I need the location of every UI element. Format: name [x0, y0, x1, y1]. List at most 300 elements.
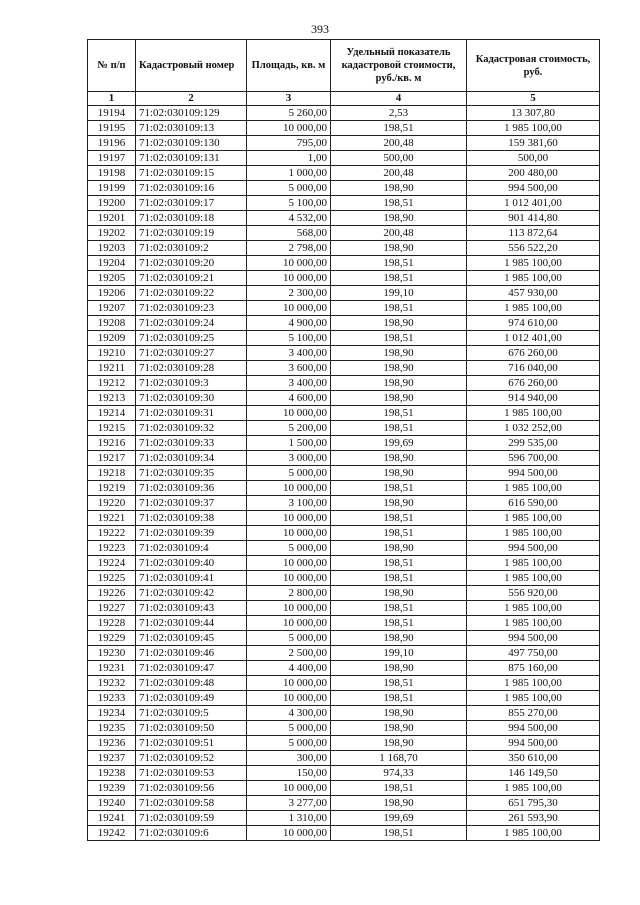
- cell-cadastral-cost: 1 032 252,00: [467, 421, 600, 436]
- table-row: [88, 616, 600, 631]
- cell-unit-cost: 198,90: [331, 736, 467, 751]
- cell-cadastral-cost: 500,00: [467, 151, 600, 166]
- cell-area: 2 798,00: [247, 241, 331, 256]
- cell-row-number: 19236: [88, 736, 136, 751]
- cell-unit-cost: 198,90: [331, 316, 467, 331]
- cell-row-number: 19231: [88, 661, 136, 676]
- cell-cadastral-cost: 994 500,00: [467, 736, 600, 751]
- cell-cadastral-cost: 457 930,00: [467, 286, 600, 301]
- cell-unit-cost: 198,51: [331, 601, 467, 616]
- table-row: [88, 781, 600, 796]
- cell-area: 5 100,00: [247, 196, 331, 211]
- cell-unit-cost: 198,51: [331, 616, 467, 631]
- cell-cadastral-number: 71:02:030109:16: [136, 181, 247, 196]
- cell-unit-cost: 198,51: [331, 526, 467, 541]
- cell-unit-cost: 198,90: [331, 241, 467, 256]
- column-number: 3: [247, 92, 331, 106]
- cell-area: 150,00: [247, 766, 331, 781]
- table-row: [88, 346, 600, 361]
- cell-cadastral-number: 71:02:030109:17: [136, 196, 247, 211]
- table-row: [88, 241, 600, 256]
- cell-cadastral-cost: 651 795,30: [467, 796, 600, 811]
- cell-area: 5 260,00: [247, 106, 331, 121]
- table-row: [88, 526, 600, 541]
- cell-row-number: 19242: [88, 826, 136, 841]
- cell-cadastral-number: 71:02:030109:43: [136, 601, 247, 616]
- table-row: [88, 106, 600, 121]
- column-number: 2: [136, 92, 247, 106]
- table-row: [88, 586, 600, 601]
- cell-cadastral-number: 71:02:030109:30: [136, 391, 247, 406]
- cell-row-number: 19210: [88, 346, 136, 361]
- cell-cadastral-cost: 1 985 100,00: [467, 406, 600, 421]
- cell-cadastral-cost: 556 920,00: [467, 586, 600, 601]
- cell-unit-cost: 2,53: [331, 106, 467, 121]
- cell-unit-cost: 198,51: [331, 826, 467, 841]
- cell-cadastral-cost: 1 985 100,00: [467, 481, 600, 496]
- cell-area: 10 000,00: [247, 526, 331, 541]
- table-row: [88, 451, 600, 466]
- cell-cadastral-cost: 1 985 100,00: [467, 616, 600, 631]
- table-row: [88, 316, 600, 331]
- cell-row-number: 19212: [88, 376, 136, 391]
- cell-unit-cost: 198,51: [331, 301, 467, 316]
- cell-area: 10 000,00: [247, 676, 331, 691]
- cell-cadastral-number: 71:02:030109:58: [136, 796, 247, 811]
- cell-area: 10 000,00: [247, 271, 331, 286]
- cell-cadastral-cost: 1 012 401,00: [467, 331, 600, 346]
- cell-area: 10 000,00: [247, 616, 331, 631]
- cell-row-number: 19198: [88, 166, 136, 181]
- cell-cadastral-number: 71:02:030109:3: [136, 376, 247, 391]
- cell-cadastral-number: 71:02:030109:39: [136, 526, 247, 541]
- cell-unit-cost: 974,33: [331, 766, 467, 781]
- cell-cadastral-number: 71:02:030109:5: [136, 706, 247, 721]
- table-row: [88, 706, 600, 721]
- cell-unit-cost: 198,90: [331, 796, 467, 811]
- cell-cadastral-cost: 556 522,20: [467, 241, 600, 256]
- cell-unit-cost: 198,51: [331, 691, 467, 706]
- cell-cadastral-number: 71:02:030109:34: [136, 451, 247, 466]
- cell-cadastral-cost: 914 940,00: [467, 391, 600, 406]
- table-row: [88, 181, 600, 196]
- table-row: [88, 196, 600, 211]
- cell-unit-cost: 198,90: [331, 721, 467, 736]
- cell-cadastral-number: 71:02:030109:32: [136, 421, 247, 436]
- table-row: [88, 631, 600, 646]
- cell-cadastral-cost: 994 500,00: [467, 466, 600, 481]
- cell-unit-cost: 198,51: [331, 406, 467, 421]
- cell-cadastral-cost: 1 985 100,00: [467, 571, 600, 586]
- table-row: [88, 361, 600, 376]
- cell-unit-cost: 198,51: [331, 121, 467, 136]
- cell-area: 2 800,00: [247, 586, 331, 601]
- cell-area: 10 000,00: [247, 826, 331, 841]
- cell-area: 4 300,00: [247, 706, 331, 721]
- cell-area: 10 000,00: [247, 781, 331, 796]
- cell-cadastral-cost: 616 590,00: [467, 496, 600, 511]
- table-row: [88, 166, 600, 181]
- cell-row-number: 19197: [88, 151, 136, 166]
- cell-row-number: 19216: [88, 436, 136, 451]
- cell-area: 1 000,00: [247, 166, 331, 181]
- cell-cadastral-number: 71:02:030109:59: [136, 811, 247, 826]
- table-row: [88, 331, 600, 346]
- cell-row-number: 19213: [88, 391, 136, 406]
- cell-row-number: 19196: [88, 136, 136, 151]
- cell-cadastral-number: 71:02:030109:42: [136, 586, 247, 601]
- cell-area: 3 400,00: [247, 346, 331, 361]
- cell-area: 1 310,00: [247, 811, 331, 826]
- cell-area: 5 000,00: [247, 181, 331, 196]
- table-row: [88, 376, 600, 391]
- table-row: [88, 736, 600, 751]
- cell-unit-cost: 198,51: [331, 781, 467, 796]
- cell-cadastral-number: 71:02:030109:2: [136, 241, 247, 256]
- table-row: [88, 391, 600, 406]
- cell-unit-cost: 198,90: [331, 631, 467, 646]
- cell-unit-cost: 198,90: [331, 586, 467, 601]
- cell-unit-cost: 200,48: [331, 166, 467, 181]
- cell-unit-cost: 199,69: [331, 436, 467, 451]
- cell-cadastral-cost: 1 985 100,00: [467, 121, 600, 136]
- cell-cadastral-number: 71:02:030109:21: [136, 271, 247, 286]
- cell-row-number: 19214: [88, 406, 136, 421]
- table-row: [88, 286, 600, 301]
- cell-cadastral-cost: 1 985 100,00: [467, 676, 600, 691]
- cell-cadastral-cost: 676 260,00: [467, 346, 600, 361]
- column-number: 4: [331, 92, 467, 106]
- cell-area: 5 000,00: [247, 721, 331, 736]
- cell-area: 3 600,00: [247, 361, 331, 376]
- cell-row-number: 19218: [88, 466, 136, 481]
- cell-cadastral-cost: 299 535,00: [467, 436, 600, 451]
- cell-cadastral-cost: 994 500,00: [467, 721, 600, 736]
- cell-area: 5 000,00: [247, 466, 331, 481]
- table-row: [88, 661, 600, 676]
- cell-area: 10 000,00: [247, 511, 331, 526]
- cell-area: 3 277,00: [247, 796, 331, 811]
- column-number: 1: [88, 92, 136, 106]
- cell-row-number: 19204: [88, 256, 136, 271]
- cell-row-number: 19235: [88, 721, 136, 736]
- table-row: [88, 481, 600, 496]
- table-row: [88, 301, 600, 316]
- cell-cadastral-cost: 676 260,00: [467, 376, 600, 391]
- cell-cadastral-number: 71:02:030109:41: [136, 571, 247, 586]
- table-row: [88, 466, 600, 481]
- cell-row-number: 19239: [88, 781, 136, 796]
- table-row: [88, 691, 600, 706]
- cell-cadastral-cost: 13 307,80: [467, 106, 600, 121]
- cell-area: 4 400,00: [247, 661, 331, 676]
- table-row: [88, 601, 600, 616]
- cell-unit-cost: 198,90: [331, 376, 467, 391]
- table-row: [88, 796, 600, 811]
- table-row: [88, 826, 600, 841]
- cell-area: 5 100,00: [247, 331, 331, 346]
- cell-unit-cost: 198,90: [331, 181, 467, 196]
- table-row: [88, 436, 600, 451]
- cell-cadastral-number: 71:02:030109:13: [136, 121, 247, 136]
- cell-row-number: 19207: [88, 301, 136, 316]
- cell-unit-cost: 199,10: [331, 646, 467, 661]
- cell-row-number: 19203: [88, 241, 136, 256]
- cell-cadastral-number: 71:02:030109:18: [136, 211, 247, 226]
- cell-area: 3 100,00: [247, 496, 331, 511]
- cell-cadastral-number: 71:02:030109:22: [136, 286, 247, 301]
- cell-cadastral-number: 71:02:030109:46: [136, 646, 247, 661]
- cell-cadastral-number: 71:02:030109:45: [136, 631, 247, 646]
- cell-unit-cost: 198,90: [331, 541, 467, 556]
- cell-cadastral-number: 71:02:030109:49: [136, 691, 247, 706]
- cell-cadastral-cost: 994 500,00: [467, 541, 600, 556]
- cell-area: 10 000,00: [247, 481, 331, 496]
- table-row: [88, 136, 600, 151]
- cell-unit-cost: 198,90: [331, 346, 467, 361]
- cell-cadastral-number: 71:02:030109:27: [136, 346, 247, 361]
- header-unit-cost: Удельный показатель кадастровой стоимости, руб./кв. м: [331, 40, 467, 92]
- cell-cadastral-cost: 1 985 100,00: [467, 826, 600, 841]
- table-row: [88, 676, 600, 691]
- cell-unit-cost: 198,51: [331, 271, 467, 286]
- cell-cadastral-cost: 1 985 100,00: [467, 271, 600, 286]
- cell-cadastral-number: 71:02:030109:56: [136, 781, 247, 796]
- table-row: [88, 541, 600, 556]
- cell-cadastral-cost: 1 985 100,00: [467, 781, 600, 796]
- cell-row-number: 19241: [88, 811, 136, 826]
- cell-area: 5 200,00: [247, 421, 331, 436]
- cell-cadastral-cost: 855 270,00: [467, 706, 600, 721]
- table-row: [88, 721, 600, 736]
- cell-row-number: 19206: [88, 286, 136, 301]
- cell-row-number: 19223: [88, 541, 136, 556]
- cell-cadastral-number: 71:02:030109:130: [136, 136, 247, 151]
- cell-unit-cost: 1 168,70: [331, 751, 467, 766]
- cell-cadastral-cost: 146 149,50: [467, 766, 600, 781]
- table-header-row: [88, 40, 600, 92]
- cell-unit-cost: 198,51: [331, 571, 467, 586]
- cell-row-number: 19211: [88, 361, 136, 376]
- cell-area: 1 500,00: [247, 436, 331, 451]
- cell-area: 568,00: [247, 226, 331, 241]
- cell-unit-cost: 500,00: [331, 151, 467, 166]
- cell-cadastral-number: 71:02:030109:51: [136, 736, 247, 751]
- cell-unit-cost: 199,69: [331, 811, 467, 826]
- cell-cadastral-number: 71:02:030109:129: [136, 106, 247, 121]
- cell-row-number: 19205: [88, 271, 136, 286]
- table-row: [88, 496, 600, 511]
- table-row: [88, 751, 600, 766]
- cell-row-number: 19221: [88, 511, 136, 526]
- cell-cadastral-cost: 113 872,64: [467, 226, 600, 241]
- cell-unit-cost: 198,51: [331, 331, 467, 346]
- cell-cadastral-cost: 1 985 100,00: [467, 691, 600, 706]
- cell-area: 795,00: [247, 136, 331, 151]
- cell-row-number: 19215: [88, 421, 136, 436]
- cell-area: 5 000,00: [247, 736, 331, 751]
- cell-unit-cost: 198,90: [331, 496, 467, 511]
- cell-area: 10 000,00: [247, 601, 331, 616]
- cell-cadastral-cost: 1 985 100,00: [467, 301, 600, 316]
- cell-row-number: 19238: [88, 766, 136, 781]
- cell-area: 10 000,00: [247, 256, 331, 271]
- cell-unit-cost: 198,51: [331, 256, 467, 271]
- cell-area: 10 000,00: [247, 121, 331, 136]
- cell-cadastral-cost: 901 414,80: [467, 211, 600, 226]
- cell-row-number: 19209: [88, 331, 136, 346]
- cell-cadastral-number: 71:02:030109:40: [136, 556, 247, 571]
- cell-area: 2 500,00: [247, 646, 331, 661]
- page-number: 393: [311, 22, 329, 36]
- cell-cadastral-number: 71:02:030109:31: [136, 406, 247, 421]
- cell-unit-cost: 200,48: [331, 226, 467, 241]
- cell-cadastral-number: 71:02:030109:20: [136, 256, 247, 271]
- cell-unit-cost: 198,90: [331, 706, 467, 721]
- cell-cadastral-number: 71:02:030109:6: [136, 826, 247, 841]
- cell-cadastral-cost: 497 750,00: [467, 646, 600, 661]
- cell-area: 10 000,00: [247, 571, 331, 586]
- cell-area: 10 000,00: [247, 556, 331, 571]
- header-area: Площадь, кв. м: [247, 40, 331, 92]
- table-row: [88, 211, 600, 226]
- cell-area: 5 000,00: [247, 541, 331, 556]
- table-column-number-row: [88, 92, 600, 106]
- cell-row-number: 19233: [88, 691, 136, 706]
- cell-row-number: 19208: [88, 316, 136, 331]
- cell-area: 4 532,00: [247, 211, 331, 226]
- table-body: [88, 106, 600, 841]
- cell-unit-cost: 198,51: [331, 421, 467, 436]
- table-row: [88, 256, 600, 271]
- header-cadastral-cost: Кадастровая стоимость, руб.: [467, 40, 600, 92]
- cell-cadastral-cost: 200 480,00: [467, 166, 600, 181]
- cell-cadastral-cost: 994 500,00: [467, 181, 600, 196]
- cell-cadastral-cost: 974 610,00: [467, 316, 600, 331]
- cell-area: 300,00: [247, 751, 331, 766]
- table-row: [88, 646, 600, 661]
- table-row: [88, 271, 600, 286]
- cell-unit-cost: 199,10: [331, 286, 467, 301]
- cell-unit-cost: 198,51: [331, 556, 467, 571]
- cell-area: 10 000,00: [247, 406, 331, 421]
- cell-cadastral-cost: 596 700,00: [467, 451, 600, 466]
- cell-row-number: 19199: [88, 181, 136, 196]
- cell-row-number: 19220: [88, 496, 136, 511]
- cell-unit-cost: 198,51: [331, 511, 467, 526]
- cell-cadastral-cost: 875 160,00: [467, 661, 600, 676]
- table-row: [88, 766, 600, 781]
- cell-row-number: 19228: [88, 616, 136, 631]
- cell-cadastral-cost: 1 985 100,00: [467, 256, 600, 271]
- table-row: [88, 121, 600, 136]
- cell-cadastral-number: 71:02:030109:36: [136, 481, 247, 496]
- cell-unit-cost: 198,90: [331, 211, 467, 226]
- cell-area: 4 900,00: [247, 316, 331, 331]
- cell-cadastral-number: 71:02:030109:44: [136, 616, 247, 631]
- cell-unit-cost: 200,48: [331, 136, 467, 151]
- cell-unit-cost: 198,90: [331, 466, 467, 481]
- cell-area: 2 300,00: [247, 286, 331, 301]
- cell-row-number: 19227: [88, 601, 136, 616]
- table-row: [88, 571, 600, 586]
- cell-row-number: 19195: [88, 121, 136, 136]
- cell-cadastral-cost: 716 040,00: [467, 361, 600, 376]
- cell-cadastral-number: 71:02:030109:48: [136, 676, 247, 691]
- cell-unit-cost: 198,90: [331, 361, 467, 376]
- cell-unit-cost: 198,51: [331, 481, 467, 496]
- cell-area: 1,00: [247, 151, 331, 166]
- cadastral-value-table: [87, 39, 600, 841]
- cell-cadastral-number: 71:02:030109:47: [136, 661, 247, 676]
- cell-cadastral-number: 71:02:030109:52: [136, 751, 247, 766]
- cell-cadastral-cost: 994 500,00: [467, 631, 600, 646]
- table-row: [88, 811, 600, 826]
- cell-row-number: 19226: [88, 586, 136, 601]
- cell-cadastral-number: 71:02:030109:37: [136, 496, 247, 511]
- cell-unit-cost: 198,90: [331, 451, 467, 466]
- header-cadastral-number: Кадастровый номер: [136, 40, 247, 92]
- cell-area: 4 600,00: [247, 391, 331, 406]
- cell-cadastral-number: 71:02:030109:33: [136, 436, 247, 451]
- cell-cadastral-cost: 350 610,00: [467, 751, 600, 766]
- table-row: [88, 556, 600, 571]
- cell-unit-cost: 198,51: [331, 676, 467, 691]
- cell-row-number: 19237: [88, 751, 136, 766]
- table-row: [88, 406, 600, 421]
- cell-cadastral-number: 71:02:030109:25: [136, 331, 247, 346]
- cell-row-number: 19240: [88, 796, 136, 811]
- column-number: 5: [467, 92, 600, 106]
- cell-cadastral-number: 71:02:030109:23: [136, 301, 247, 316]
- cell-cadastral-cost: 1 985 100,00: [467, 511, 600, 526]
- cell-row-number: 19202: [88, 226, 136, 241]
- cell-area: 3 000,00: [247, 451, 331, 466]
- header-row-number: № п/п: [88, 40, 136, 92]
- cell-area: 10 000,00: [247, 691, 331, 706]
- cell-area: 5 000,00: [247, 631, 331, 646]
- cell-cadastral-cost: 1 985 100,00: [467, 601, 600, 616]
- cell-cadastral-number: 71:02:030109:50: [136, 721, 247, 736]
- cell-cadastral-number: 71:02:030109:38: [136, 511, 247, 526]
- cell-row-number: 19222: [88, 526, 136, 541]
- cell-unit-cost: 198,90: [331, 391, 467, 406]
- cell-row-number: 19224: [88, 556, 136, 571]
- cell-cadastral-cost: 159 381,60: [467, 136, 600, 151]
- cell-row-number: 19201: [88, 211, 136, 226]
- cell-cadastral-cost: 1 985 100,00: [467, 526, 600, 541]
- cell-area: 10 000,00: [247, 301, 331, 316]
- cell-cadastral-number: 71:02:030109:19: [136, 226, 247, 241]
- cell-cadastral-number: 71:02:030109:131: [136, 151, 247, 166]
- cell-row-number: 19230: [88, 646, 136, 661]
- cell-cadastral-cost: 1 985 100,00: [467, 556, 600, 571]
- cell-cadastral-number: 71:02:030109:24: [136, 316, 247, 331]
- cell-row-number: 19229: [88, 631, 136, 646]
- cell-cadastral-number: 71:02:030109:35: [136, 466, 247, 481]
- table-row: [88, 511, 600, 526]
- cell-area: 3 400,00: [247, 376, 331, 391]
- table-row: [88, 151, 600, 166]
- cell-row-number: 19234: [88, 706, 136, 721]
- cell-row-number: 19200: [88, 196, 136, 211]
- cell-row-number: 19225: [88, 571, 136, 586]
- cell-cadastral-cost: 1 012 401,00: [467, 196, 600, 211]
- cell-cadastral-number: 71:02:030109:28: [136, 361, 247, 376]
- table-row: [88, 421, 600, 436]
- cell-unit-cost: 198,90: [331, 661, 467, 676]
- cell-row-number: 19194: [88, 106, 136, 121]
